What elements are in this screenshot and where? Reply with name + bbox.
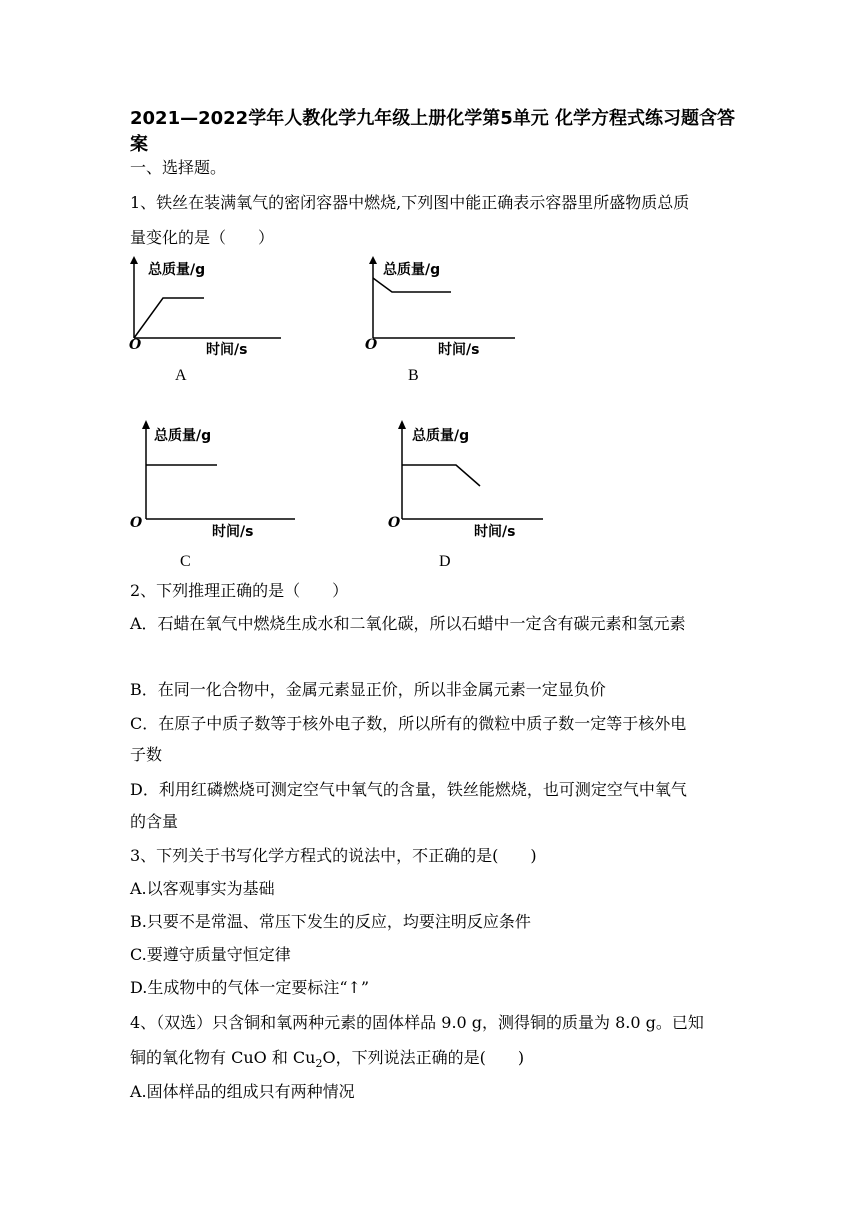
q2-option-c-line2: 子数 [130,745,163,764]
mass-curve [402,465,480,486]
graph-d [388,420,558,572]
y-axis-arrow-icon [142,420,150,429]
y-axis-label: 总质量/g [412,428,470,444]
q2-option-a: A．石蜡在氧气中燃烧生成水和二氧化碳，所以石蜡中一定含有碳元素和氢元素 [130,614,686,633]
q4-option-a: A.固体样品的组成只有两种情况 [130,1082,355,1101]
option-letter: C [180,553,191,570]
graph-a [126,256,296,386]
y-axis-label: 总质量/g [154,428,212,444]
q2-option-c-line1: C．在原子中质子数等于核外电子数，所以所有的微粒中质子数一定等于核外电 [130,714,687,733]
q3-option-c: C.要遵守质量守恒定律 [130,945,291,964]
option-letter: D [439,553,451,570]
origin-label: O [388,515,401,531]
option-letter: A [175,367,187,384]
q3-option-a: A.以客观事实为基础 [130,879,275,898]
mass-curve [134,298,204,338]
x-axis-label: 时间/s [206,342,248,358]
y-axis-arrow-icon [130,256,138,264]
y-axis-arrow-icon [369,256,377,264]
q2-option-d-line2: 的含量 [130,812,179,831]
q3-option-b: B.只要不是常温、常压下发生的反应，均要注明反应条件 [130,912,531,931]
q1-stem-line2: 量变化的是（ ） [130,228,275,247]
q4-stem-line2 [130,1047,524,1075]
q4-stem-line1: 4、（双选）只含铜和氧两种元素的固体样品 9.0 g，测得铜的质量为 8.0 g。已知 [130,1013,704,1032]
q1-stem-line1: 1、铁丝在装满氧气的密闭容器中燃烧,下列图中能正确表示容器里所盛物质总质 [130,193,690,212]
y-axis-arrow-icon [398,420,406,429]
option-letter: B [408,367,419,384]
q2-option-d-line1: D．利用红磷燃烧可测定空气中氧气的含量，铁丝能燃烧，也可测定空气中氧气 [130,780,687,799]
section-heading: 一、选择题。 [130,158,227,177]
x-axis-label: 时间/s [438,342,480,358]
mass-curve [373,278,451,292]
y-axis-label: 总质量/g [148,262,206,278]
q3-option-d: D.生成物中的气体一定要标注“↑” [130,978,370,997]
origin-label: O [129,337,142,353]
graph-c [130,420,300,572]
graph-b [365,256,535,386]
q3-stem: 3、下列关于书写化学方程式的说法中，不正确的是( ) [130,846,537,865]
document-title: 2021—2022学年人教化学九年级上册化学第5单元 化学方程式练习题含答案 [130,108,735,155]
origin-label: O [365,337,378,353]
origin-label: O [130,515,143,531]
x-axis-label: 时间/s [474,524,516,540]
q4-stem-line2-post: O，下列说法正确的是( ) [322,1048,525,1067]
x-axis-label: 时间/s [212,524,254,540]
q2-stem: 2、下列推理正确的是（ ） [130,581,349,600]
q4-subscript: 2 [315,1057,323,1071]
y-axis-label: 总质量/g [383,262,441,278]
q4-stem-line2-pre: 铜的氧化物有 CuO 和 Cu [130,1048,316,1067]
q2-option-b: B．在同一化合物中，金属元素显正价，所以非金属元素一定显负价 [130,680,606,699]
